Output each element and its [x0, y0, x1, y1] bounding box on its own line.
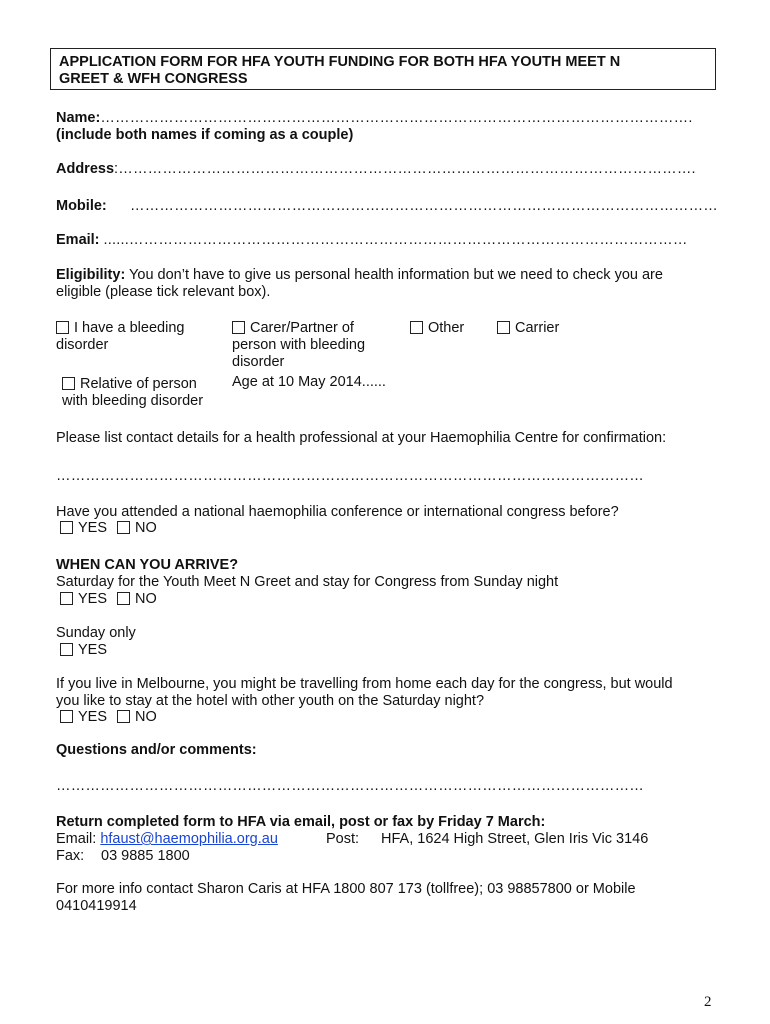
eligibility-label: Eligibility:: [56, 267, 126, 283]
carer-label-line2: person with bleeding: [232, 337, 366, 353]
name-note: (include both names if coming as a couple): [56, 127, 354, 143]
mobile-dots[interactable]: …………………………………………………………………………………………………………: [130, 198, 718, 214]
return-email-row: [56, 831, 278, 847]
melbourne-no-label: NO: [135, 709, 157, 725]
address-dots[interactable]: :……………………………………………………………………………………………………….: [114, 161, 696, 177]
relative-checkbox[interactable]: [62, 377, 75, 390]
return-email-label: Email:: [56, 831, 101, 847]
melbourne-yes-checkbox[interactable]: [60, 710, 73, 723]
email-label: Email:: [56, 232, 100, 248]
saturday-no-checkbox[interactable]: [117, 592, 130, 605]
address-label: Address: [56, 161, 115, 177]
health-professional-text: Please list contact details for a health professional at your Haemophilia Centre for confirmation:: [56, 430, 667, 446]
attended-no-label: NO: [135, 520, 157, 536]
more-info: [56, 881, 716, 915]
sunday-yes-checkbox[interactable]: [60, 643, 73, 656]
name-row[interactable]: [56, 110, 693, 126]
bleeding-label-line2: disorder: [56, 337, 109, 353]
eligibility-text: [56, 267, 663, 301]
post-label: Post:: [326, 831, 360, 847]
sunday-yes-label: YES: [78, 642, 108, 658]
name-dots[interactable]: ………………………………………………………………………………………………………….: [100, 110, 693, 126]
carer-partner-checkbox[interactable]: [232, 321, 245, 334]
eligibility-text-line2: eligible (please tick relevant box).: [56, 284, 271, 300]
option-relative[interactable]: [62, 376, 203, 410]
saturday-text: Saturday for the Youth Meet N Greet and stay for Congress from Sunday night: [56, 574, 559, 590]
melbourne-line2: you like to stay at the hotel with other youth on the Saturday night?: [56, 693, 485, 709]
sunday-options[interactable]: [60, 642, 107, 658]
carer-label-line1: Carer/Partner of: [250, 320, 354, 336]
attended-no-checkbox[interactable]: [117, 521, 130, 534]
more-info-line1: For more info contact Sharon Caris at HFA 1800 807 173 (tollfree); 03 98857800 or Mobile: [56, 881, 636, 897]
return-heading: Return completed form to HFA via email, post or fax by Friday 7 March:: [56, 814, 546, 830]
melbourne-line1: If you live in Melbourne, you might be travelling from home each day for the congress, but would: [56, 676, 673, 692]
fax-number: 03 9885 1800: [101, 848, 190, 864]
email-link[interactable]: hfaust@haemophilia.org.au: [100, 831, 278, 847]
arrive-heading: WHEN CAN YOU ARRIVE?: [56, 557, 239, 573]
email-row[interactable]: [56, 232, 688, 248]
carer-label-line3: disorder: [232, 354, 285, 370]
form-title-line1: APPLICATION FORM FOR HFA YOUTH FUNDING FOR BOTH HFA YOUTH MEET N: [59, 54, 621, 70]
eligibility-text-line1: You don’t have to give us personal health information but we need to check you are: [125, 267, 663, 283]
carrier-checkbox[interactable]: [497, 321, 510, 334]
form-title-line2: GREET & WFH CONGRESS: [59, 71, 248, 87]
melbourne-yes-label: YES: [78, 709, 108, 725]
option-other[interactable]: [410, 320, 464, 337]
address-row[interactable]: [56, 161, 696, 177]
saturday-yes-checkbox[interactable]: [60, 592, 73, 605]
carrier-label: Carrier: [515, 320, 560, 336]
saturday-options[interactable]: [60, 591, 157, 607]
relative-label-line2: with bleeding disorder: [62, 393, 204, 409]
sunday-text: Sunday only: [56, 625, 136, 641]
bleeding-disorder-checkbox[interactable]: [56, 321, 69, 334]
questions-dots[interactable]: …………………………………………………………………………………………………………: [56, 778, 644, 794]
other-label: Other: [428, 320, 465, 336]
saturday-no-label: NO: [135, 591, 157, 607]
health-professional-dots[interactable]: …………………………………………………………………………………………………………: [56, 468, 644, 484]
option-bleeding-disorder[interactable]: [56, 320, 184, 354]
post-address: HFA, 1624 High Street, Glen Iris Vic 3146: [381, 831, 649, 847]
page-number: 2: [704, 994, 712, 1010]
attended-question: Have you attended a national haemophilia conference or international congress before?: [56, 504, 619, 520]
age-field[interactable]: Age at 10 May 2014......: [232, 374, 386, 390]
relative-label-line1: Relative of person: [80, 376, 197, 392]
form-title-box: [50, 48, 716, 90]
attended-yes-checkbox[interactable]: [60, 521, 73, 534]
name-label: Name:: [56, 110, 101, 126]
other-checkbox[interactable]: [410, 321, 423, 334]
questions-label: Questions and/or comments:: [56, 742, 257, 758]
attended-yes-label: YES: [78, 520, 108, 536]
melbourne-no-checkbox[interactable]: [117, 710, 130, 723]
bleeding-label-line1: I have a bleeding: [74, 320, 185, 336]
melbourne-question: [56, 676, 673, 710]
option-carer-partner[interactable]: [232, 320, 365, 371]
melbourne-options[interactable]: [60, 709, 157, 725]
mobile-label: Mobile:: [56, 198, 107, 214]
more-info-line2: 0410419914: [56, 898, 137, 914]
fax-label: Fax:: [56, 848, 85, 864]
email-dots[interactable]: ......……………………………………………………………………………………………………: [103, 232, 688, 248]
attended-options[interactable]: [60, 520, 157, 536]
saturday-yes-label: YES: [78, 591, 108, 607]
option-carrier[interactable]: [497, 320, 559, 337]
